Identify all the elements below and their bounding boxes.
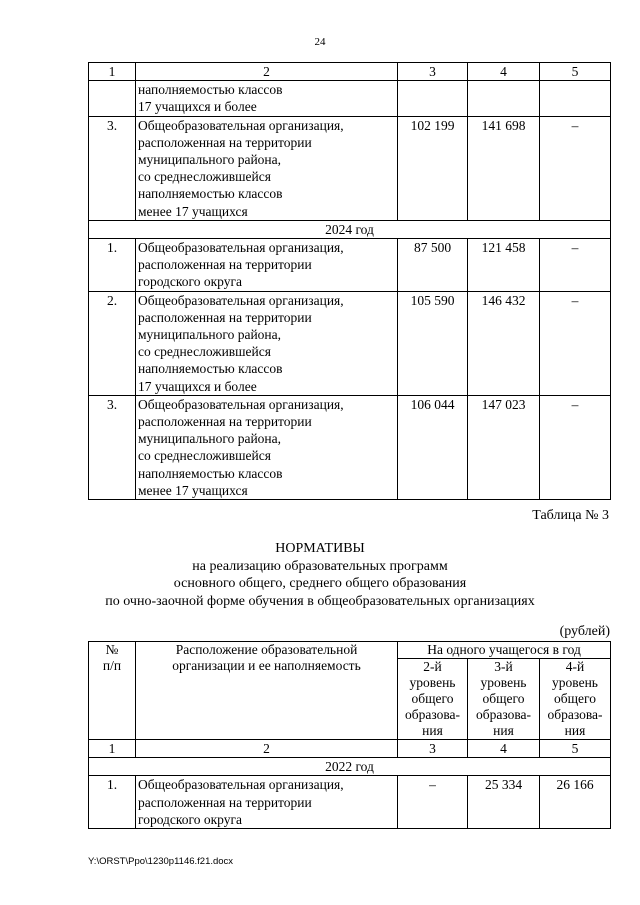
table-row: [89, 291, 611, 395]
value-col-4: 25 334: [468, 776, 540, 829]
col-header-2: 2: [136, 63, 398, 81]
year-row: [89, 220, 611, 238]
value-col-5: –: [540, 291, 611, 395]
col-number-3: 3: [398, 740, 468, 758]
row-description: Общеобразовательная организация, расположенная на территории городского округа: [136, 776, 398, 829]
header-level-2: 2-й уровень общего образова- ния: [398, 659, 468, 740]
table-row: [89, 395, 611, 499]
units-label: (рублей): [559, 624, 610, 639]
row-number: 3.: [89, 395, 136, 499]
year-row: [89, 758, 611, 776]
value-col-3: 87 500: [398, 239, 468, 292]
row-description: Общеобразовательная организация, расположенная на территории муниципального района, со среднесложившейся наполняемостью классов 17 учащихся и более: [136, 291, 398, 395]
value-col-3: 105 590: [398, 291, 468, 395]
file-path-footer: Y:\ORST\Ppo\1230p1146.f21.docx: [88, 856, 234, 867]
section-title-block: [0, 540, 640, 610]
value-col-5: –: [540, 116, 611, 220]
col-header-4: 4: [468, 63, 540, 81]
year-label: 2024 год: [89, 220, 611, 238]
section-subtitle-3: по очно-заочной форме обучения в общеобразовательных организациях: [105, 593, 535, 609]
section-subtitle-1: на реализацию образовательных программ: [192, 558, 448, 574]
section-subtitle-2: основного общего, среднего общего образования: [173, 576, 467, 591]
row-number: 2.: [89, 291, 136, 395]
table-row: [89, 776, 611, 829]
col-number-4: 4: [468, 740, 540, 758]
column-number-row: [89, 740, 611, 758]
table-caption: Таблица № 3: [532, 508, 609, 523]
table-row: [89, 239, 611, 292]
value-col-4: 147 023: [468, 395, 540, 499]
value-col-3: –: [398, 776, 468, 829]
col-number-2: 2: [136, 740, 398, 758]
value-col-5: –: [540, 239, 611, 292]
value-col-4: 146 432: [468, 291, 540, 395]
header-level-4: 4-й уровень общего образова- ния: [540, 659, 611, 740]
value-col-3: 106 044: [398, 395, 468, 499]
row-description: наполняемостью классов 17 учащихся и более: [136, 81, 398, 116]
column-number-row: [89, 63, 611, 81]
header-per-student: На одного учащегося в год: [398, 642, 611, 659]
header-number: № п/п: [89, 642, 136, 740]
row-number: 3.: [89, 116, 136, 220]
page-number: 24: [314, 36, 326, 48]
value-col-4: 141 698: [468, 116, 540, 220]
col-number-1: 1: [89, 740, 136, 758]
norms-table-3: [88, 641, 611, 829]
col-header-3: 3: [398, 63, 468, 81]
header-location: Расположение образовательной организации и ее наполняемость: [136, 642, 398, 740]
row-description: Общеобразовательная организация, расположенная на территории муниципального района, со среднесложившейся наполняемостью классов менее 17 учащихся: [136, 116, 398, 220]
norms-table-continued: [88, 62, 611, 500]
value-col-4: 121 458: [468, 239, 540, 292]
year-label: 2022 год: [89, 758, 611, 776]
header-level-3: 3-й уровень общего образова- ния: [468, 659, 540, 740]
row-description: Общеобразовательная организация, расположенная на территории городского округа: [136, 239, 398, 292]
row-number: 1.: [89, 776, 136, 829]
value-col-5: –: [540, 395, 611, 499]
col-header-1: 1: [89, 63, 136, 81]
value-col-3: 102 199: [398, 116, 468, 220]
section-title: НОРМАТИВЫ: [275, 541, 365, 556]
row-description: Общеобразовательная организация, расположенная на территории муниципального района, со среднесложившейся наполняемостью классов менее 17 учащихся: [136, 395, 398, 499]
value-col-5: 26 166: [540, 776, 611, 829]
table-row: [89, 81, 611, 116]
header-row: [89, 642, 611, 659]
row-number: 1.: [89, 239, 136, 292]
col-header-5: 5: [540, 63, 611, 81]
table-row: [89, 116, 611, 220]
col-number-5: 5: [540, 740, 611, 758]
